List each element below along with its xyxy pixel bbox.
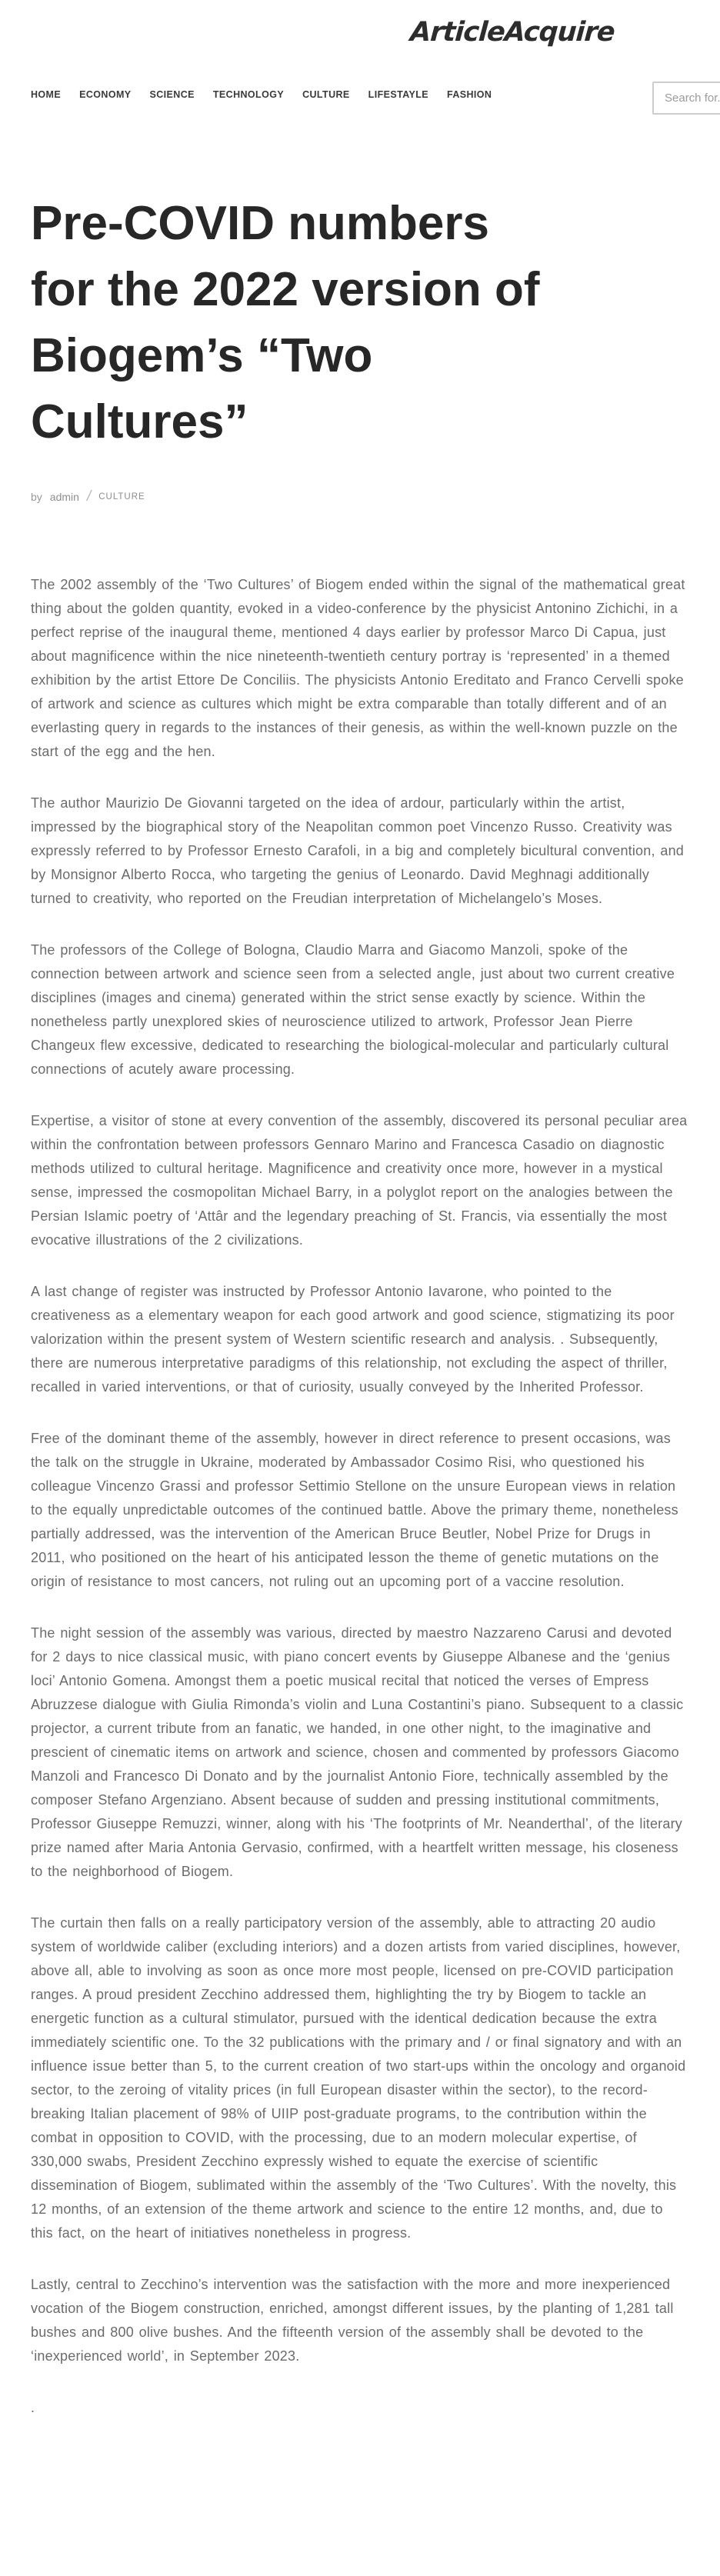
nav-item-science[interactable]: SCIENCE bbox=[149, 89, 195, 100]
nav-item-lifestayle[interactable]: LIFESTAYLE bbox=[368, 89, 428, 100]
site-header bbox=[0, 0, 720, 131]
article-paragraph-9: Lastly, central to Zecchino’s intervention was the satisfaction with the more and more inexperienced vocation of the Biogem construction, enriched, amongst different issues, by the planting of 1,281 tall bushes and 800 olive bushes. And the fifteenth version of the assembly shall be devoted to the ‘inexperienced world’, in September 2023. bbox=[31, 2277, 674, 2364]
nav-item-home[interactable]: HOME bbox=[31, 89, 62, 100]
article-paragraph-7: The night session of the assembly was various, directed by maestro Nazzareno Carusi and devoted for 2 days to nice classical music, with piano concert events by Giuseppe Albanese and the ‘genius loci’ Antonio Gomena. Amongst them a poetic musical recital that noticed the verses of Empress Abruzzese dialogue with Giulia Rimonda’s violin and Luna Costantini’s piano. Subsequent to a classic projector, a current tribute from an fanatic, we handed, in one other night, to the imaginative and prescient of cinematic items on artwork and science, chosen and commented by professors Giacomo Manzoli and Francesco Di Donato and by the journalist Antonio Fiore, technically assembled by the composer Stefano Argenziano. Absent because of sudden and pressing institutional commitments, Professor Giuseppe Remuzzi, winner, along with his ‘The footprints of Mr. Neanderthal’, of the literary prize named after Maria Antonia Gervasio, confirmed, with a heartfelt written message, his closeness to the neighborhood of Biogem. bbox=[31, 1625, 684, 1879]
nav-item-technology[interactable]: TECHNOLOGY bbox=[212, 89, 285, 100]
search-input[interactable] bbox=[652, 82, 720, 115]
article bbox=[0, 191, 720, 2455]
byline-category-link[interactable]: CULTURE bbox=[98, 492, 145, 502]
article-paragraph-3: The professors of the College of Bologna, Claudio Marra and Giacomo Manzoli, spoke of the connection between artwork and science seen from a selected angle, just about two current creative disciplines (images and cinema) generated within the strict sense exactly by science. Within the nonetheless partly unexplored skies of neuroscience utilized to artwork, Professor Jean Pierre Changeux flew excessive, dedicated to researching the biological-molecular and particularly cultural connections of acutely aware processing. bbox=[31, 942, 675, 1077]
article-paragraph-5: A last change of register was instructed by Professor Antonio Iavarone, who pointed to the creativeness as a elementary weapon for each good artwork and good science, stigmatizing its poor valorization within the present system of Western scientific research and analysis. . Subsequently, there are numerous interpretative paradigms of this relationship, not excluding the aspect of thriller, recalled in varied interventions, or that of curiosity, usually conveyed by the Inherited Professor. bbox=[31, 1284, 675, 1395]
page-title-line-4: Cultures” bbox=[31, 395, 248, 448]
byline-prefix: by bbox=[31, 490, 42, 503]
byline-separator: / bbox=[86, 488, 92, 505]
article-paragraph-2: The author Maurizio De Giovanni targeted on the idea of ardour, particularly within the artist, impressed by the biographical story of the Neapolitan common poet Vincenzo Russo. Creativity was expressly referred to by Professor Ernesto Carafoli, in a big and completely bicultural convention, and by Monsignor Alberto Rocca, who targeting the genius of Leonardo. David Meghnagi additionally turned to creativity, who reported on the Freudian interpretation of Michelangelo’s Moses. bbox=[31, 795, 685, 906]
byline-author-link[interactable]: admin bbox=[49, 490, 79, 503]
nav-item-fashion[interactable]: FASHION bbox=[447, 89, 492, 100]
article-paragraph-1: The 2002 assembly of the ‘Two Cultures’ of Biogem ended within the signal of the mathematical great thing about the golden quantity, evoked in a video-conference by the physicist Antonino Zichichi, in a perfect reprise of the inaugural theme, mentioned 4 days earlier by professor Marco Di Capua, just about magnificence within the nice nineteenth-twentieth century portray is ‘represented’ in a themed exhibition by the artist Ettore De Conciliis. The physicists Antonio Ereditato and Franco Cervelli spoke of artwork and science as cultures which might be extra comparable than totally different and of an everlasting query in regards to the instances of their genesis, as within the well-known puzzle on the start of the egg and the hen. bbox=[31, 577, 685, 759]
main-nav bbox=[31, 89, 492, 100]
page-title-line-2: for the 2022 version of bbox=[31, 263, 540, 316]
site-logo[interactable]: ArticleAcquire bbox=[408, 17, 616, 48]
nav-item-economy[interactable]: ECONOMY bbox=[79, 89, 132, 100]
page-title bbox=[31, 191, 689, 455]
article-paragraph-6: Free of the dominant theme of the assembly, however in direct reference to present occasions, was the talk on the struggle in Ukraine, moderated by Ambassador Cosimo Risi, who questioned his colleague Vincenzo Grassi and professor Settimio Stellone on the unsure European views in relation to the equally unpredictable outcomes of the continued battle. Above the primary theme, nonetheless partially addressed, was the intervention of the American Bruce Beutler, Nobel Prize for Drugs in 2011, who positioned on the heart of his anticipated lesson the theme of genetic mutations on the origin of resistance to most cancers, not ruling out an upcoming port of a vaccine resolution. bbox=[31, 1431, 678, 1589]
nav-item-culture[interactable]: CULTURE bbox=[302, 89, 350, 100]
article-body bbox=[31, 573, 689, 2455]
page-title-line-1: Pre-COVID numbers bbox=[31, 197, 490, 250]
article-paragraph-10: . bbox=[31, 2400, 35, 2415]
article-paragraph-8: The curtain then falls on a really participatory version of the assembly, able to attracting 20 audio system of worldwide caliber (excluding interiors) and a dozen artists from varied disciplines, however, above all, able to involving as soon as once more most people, licensed on pre-COVID participation ranges. A proud president Zecchino addressed them, highlighting the try by Biogem to tackle an energetic function as a cultural stimulator, pursued with the identical dedication because the extra immediately scientific one. To the 32 publications with the primary and / or final signatory and with an influence issue better than 5, to the current creation of two start-ups within the oncology and organoid sector, to the zeroing of vitality prices (in full European disaster within the sector), to the record-breaking Italian placement of 98% of UIIP post-graduate programs, to the contribution within the combat in opposition to COVID, with the processing, due to an modern molecular expertise, of 330,000 swabs, President Zecchino expressly wished to equate the exercise of scientific dissemination of Biogem, sublimated within the assembly of the ‘Two Cultures’. With the novelty, this 12 months, of an extension of the theme artwork and science to the entire 12 months, and, due to this fact, on the heart of initiatives nonetheless in progress. bbox=[31, 1915, 686, 2241]
page-title-line-3: Biogem’s “Two bbox=[31, 329, 373, 382]
byline bbox=[31, 489, 689, 504]
article-paragraph-4: Expertise, a visitor of stone at every convention of the assembly, discovered its personal peculiar area within the confrontation between professors Gennaro Marino and Francesca Casadio on diagnostic methods utilized to cultural heritage. Magnificence and creativity once more, however in a mystical sense, impressed the cosmopolitan Michael Barry, in a polyglot report on the analogies between the Persian Islamic poetry of ‘Attâr and the legendary preaching of St. Francis, via essentially the most evocative illustrations of the 2 civilizations. bbox=[31, 1113, 688, 1248]
